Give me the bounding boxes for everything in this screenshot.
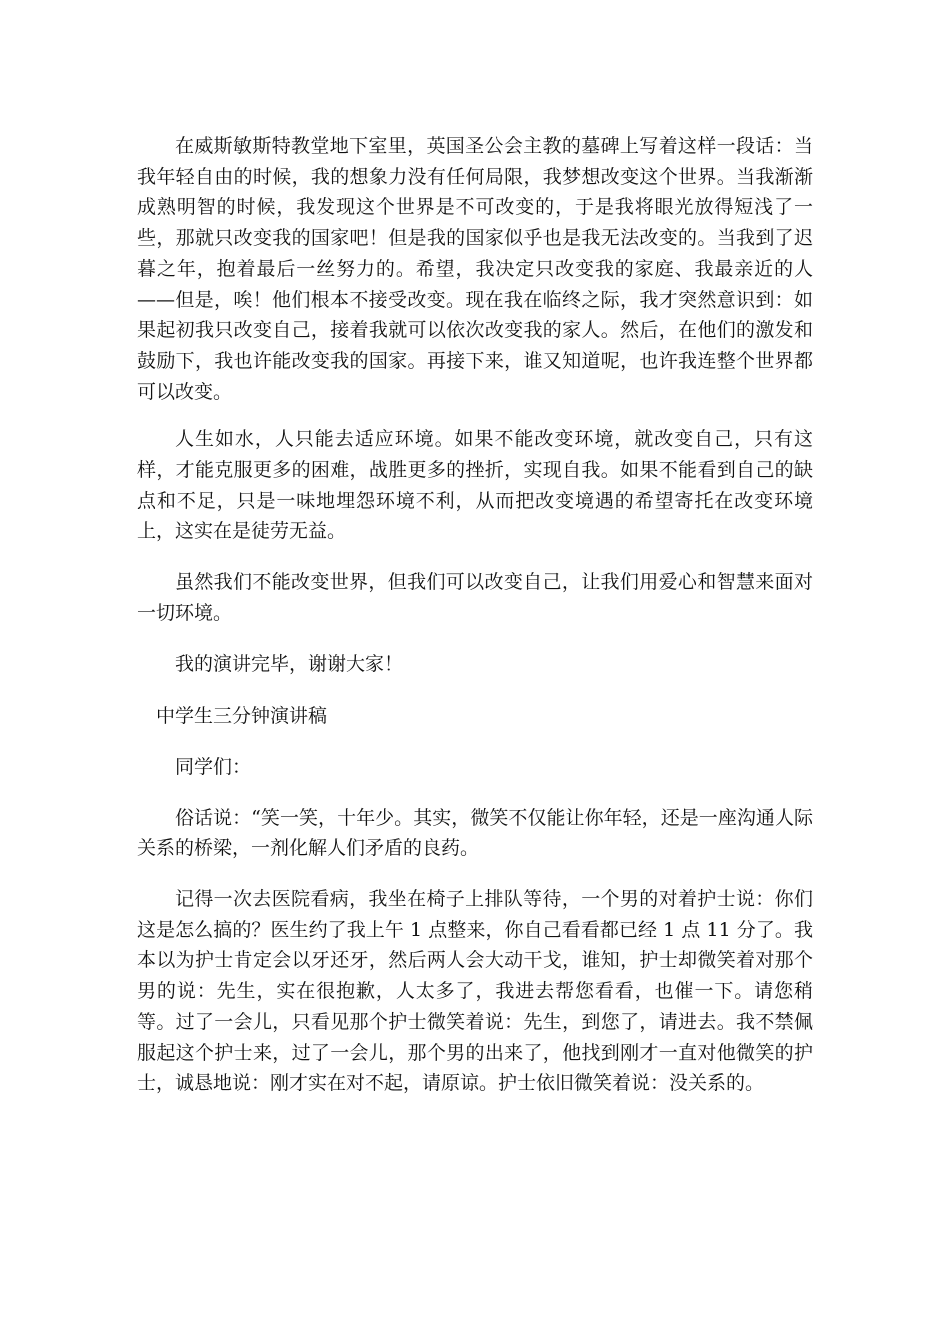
paragraph-life-like-water: 人生如水，人只能去适应环境。如果不能改变环境，就改变自己，只有这样，才能克服更多的困难，战胜更多的挫折，实现自我。如果不能看到自己的缺点和不足，只是一味地埋怨环境不利，从而把改变境遇的希望寄托在改变环境上，这实在是徒劳无益。 (137, 428, 813, 543)
speech-title: 中学生三分钟演讲稿 (156, 705, 328, 728)
paragraph-hospital-story: 记得一次去医院看病，我坐在椅子上排队等待，一个男的对着护士说：你们这是怎么搞的？医生约了我上午 1 点整来，你自己看看都已经 1 点 11 分了。我本以为护士肯定会以牙还牙，然后两人会大动干戈，谁知，护士却微笑着对那个男的说：先生，实在很抱歉，人太多了，我进去帮您看看，也催一下。请您稍等。过了一会儿，只看见那个护士微笑着说：先生，到您了，请进去。我不禁佩服起这个护士来，过了一会儿，那个男的出来了，他找到刚才一直对他微笑的护士，诚恳地说：刚才实在对不起，请原谅。护士依旧微笑着说：没关系的。 (137, 888, 813, 1095)
paragraph-smile-proverb: 俗话说：“笑一笑，十年少。其实，微笑不仅能让你年轻，还是一座沟通人际关系的桥梁，一剂化解人们矛盾的良药。 (137, 806, 813, 860)
paragraph-change-yourself: 虽然我们不能改变世界，但我们可以改变自己，让我们用爱心和智慧来面对一切环境。 (137, 571, 813, 624)
paragraph-epitaph: 在威斯敏斯特教堂地下室里，英国圣公会主教的墓碑上写着这样一段话：当我年轻自由的时候，我的想象力没有任何局限，我梦想改变这个世界。当我渐渐成熟明智的时候，我发现这个世界是不可改变的，于是我将眼光放得短浅了一些，那就只改变我的国家吧！但是我的国家似乎也是我无法改变的。当我到了迟暮之年，抱着最后一丝努力的。希望，我决定只改变我的家庭、我最亲近的人——但是，唉！他们根本不接受改变。现在我在临终之际，我才突然意识到：如果起初我只改变自己，接着我就可以依次改变我的家人。然后，在他们的激发和鼓励下，我也许能改变我的国家。再接下来，谁又知道呢，也许我连整个世界都可以改变。 (137, 135, 813, 403)
speech-greeting: 同学们： (175, 755, 252, 778)
paragraph-closing: 我的演讲完毕，谢谢大家！ (175, 652, 404, 675)
